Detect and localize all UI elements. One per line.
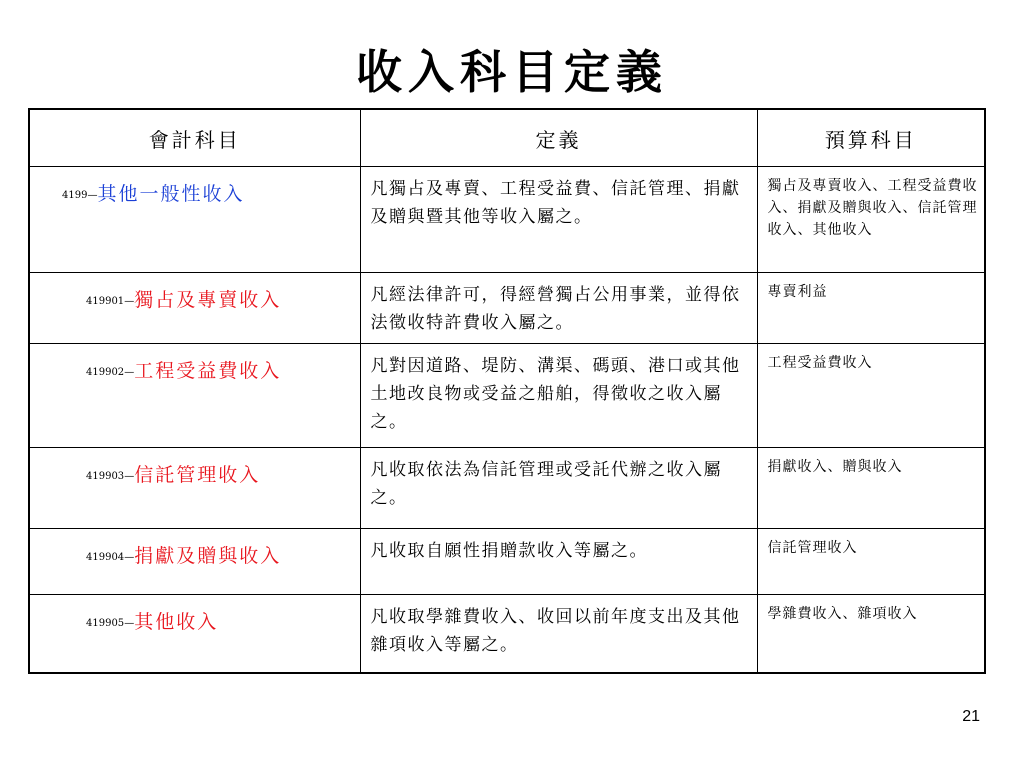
subject-cell [29, 167, 360, 273]
subject-code: 419903 [86, 471, 125, 482]
budget-subject-cell: 信託管理收入 [757, 529, 985, 595]
table-row [29, 344, 985, 448]
slide-title: 收入科目定義 [356, 45, 668, 99]
subject-code: 419905 [86, 618, 125, 629]
revenue-subjects-table [28, 108, 986, 674]
subject-cell [29, 595, 360, 673]
page-number: 21 [962, 708, 980, 725]
code-separator: — [124, 296, 135, 307]
definition-cell: 凡收取學雜費收入、收回以前年度支出及其他雜項收入等屬之。 [360, 595, 757, 673]
subject-cell [29, 344, 360, 448]
subject-code: 4199 [62, 190, 88, 201]
subject-name: 獨占及專賣收入 [134, 289, 282, 311]
table-row [29, 273, 985, 344]
code-separator: — [87, 190, 98, 201]
header-definition: 定義 [360, 109, 757, 167]
code-separator: — [124, 618, 135, 629]
code-separator: — [124, 552, 135, 563]
definition-cell: 凡收取依法為信託管理或受託代辦之收入屬之。 [360, 448, 757, 529]
table-row [29, 529, 985, 595]
subject-name: 信託管理收入 [134, 464, 261, 486]
subject-cell [29, 448, 360, 529]
subject-name: 其他一般性收入 [97, 183, 245, 205]
code-separator: — [124, 367, 135, 378]
header-budget-subject: 預算科目 [757, 109, 985, 167]
budget-subject-cell: 獨占及專賣收入、工程受益費收入、捐獻及贈與收入、信託管理收入、其他收入 [757, 167, 985, 273]
subject-code: 419902 [86, 367, 125, 378]
definition-cell: 凡對因道路、堤防、溝渠、碼頭、港口或其他土地改良物或受益之船舶，得徵收之收入屬之。 [360, 344, 757, 448]
table-row [29, 167, 985, 273]
budget-subject-cell: 工程受益費收入 [757, 344, 985, 448]
table-row [29, 448, 985, 529]
budget-subject-cell: 專賣利益 [757, 273, 985, 344]
code-separator: — [124, 471, 135, 482]
subject-name: 捐獻及贈與收入 [134, 545, 282, 567]
budget-subject-cell: 捐獻收入、贈與收入 [757, 448, 985, 529]
subject-cell [29, 273, 360, 344]
subject-code: 419901 [86, 296, 125, 307]
budget-subject-cell: 學雜費收入、雜項收入 [757, 595, 985, 673]
table-row [29, 595, 985, 673]
subject-cell [29, 529, 360, 595]
subject-name: 其他收入 [134, 611, 219, 633]
definition-cell: 凡獨占及專賣、工程受益費、信託管理、捐獻及贈與暨其他等收入屬之。 [360, 167, 757, 273]
definition-cell: 凡經法律許可，得經營獨占公用事業，並得依法徵收特許費收入屬之。 [360, 273, 757, 344]
subject-name: 工程受益費收入 [134, 360, 282, 382]
subject-code: 419904 [86, 552, 125, 563]
definition-cell: 凡收取自願性捐贈款收入等屬之。 [360, 529, 757, 595]
table-header-row [29, 109, 985, 167]
header-accounting-subject: 會計科目 [29, 109, 360, 167]
